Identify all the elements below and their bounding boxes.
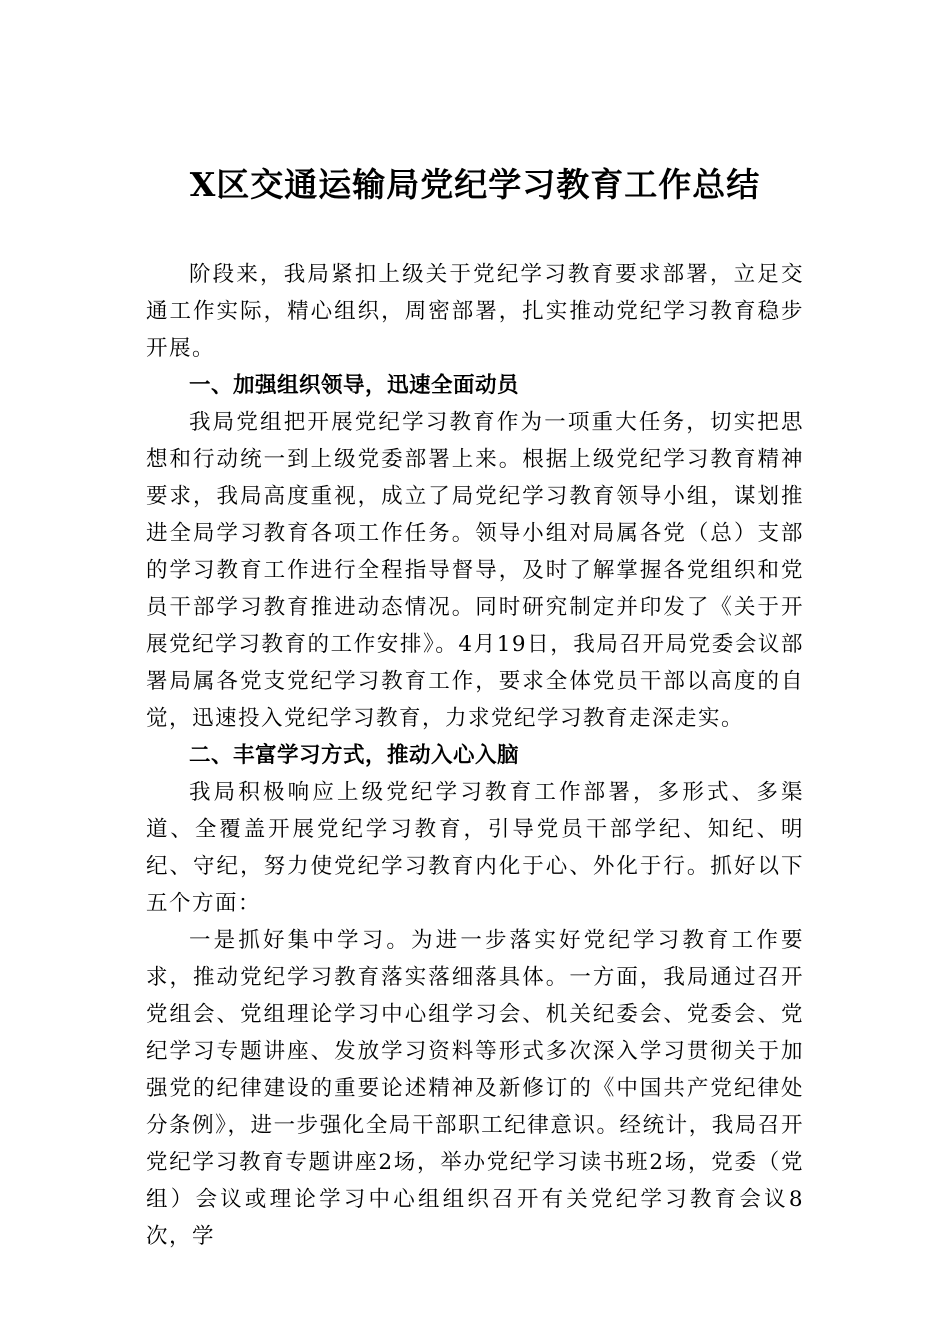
- section-1-paragraph: 我局党组把开展党纪学习教育作为一项重大任务，切实把思想和行动统一到上级党委部署上来。根据上级党纪学习教育精神要求，我局高度重视，成立了局党纪学习教育领导小组，谋划推进全局学习教育各项工作任务。领导小组对局属各党（总）支部的学习教育工作进行全程指导督导，及时了解掌握各党组织和党员干部学习教育推进动态情况。同时研究制定并印发了《关于开展党纪学习教育的工作安排》。4月19日，我局召开局党委会议部署局属各党支党纪学习教育工作，要求全体党员干部以高度的自觉，迅速投入党纪学习教育，力求党纪学习教育走深走实。: [146, 410, 804, 731]
- intro-paragraph: 阶段来，我局紧扣上级关于党纪学习教育要求部署，立足交通工作实际，精心组织，周密部署，扎实推动党纪学习教育稳步开展。: [146, 262, 804, 361]
- section-2-heading: 二、丰富学习方式，推动入心入脑: [189, 743, 520, 768]
- section-2-paragraph-2: 一是抓好集中学习。为进一步落实好党纪学习教育工作要求，推动党纪学习教育落实落细落具体。一方面，我局通过召开党组会、党组理论学习中心组学习会、机关纪委会、党委会、党纪学习专题讲座、发放学习资料等形式多次深入学习贯彻关于加强党的纪律建设的重要论述精神及新修订的《中国共产党纪律处分条例》，进一步强化全局干部职工纪律意识。经统计，我局召开党纪学习教育专题讲座2场，举办党纪学习读书班2场，党委（党组）会议或理论学习中心组组织召开有关党纪学习教育会议8次，学: [146, 928, 804, 1249]
- section-2-paragraph-1: 我局积极响应上级党纪学习教育工作部署，多形式、多渠道、全覆盖开展党纪学习教育，引导党员干部学纪、知纪、明纪、守纪，努力使党纪学习教育内化于心、外化于行。抓好以下五个方面：: [146, 780, 804, 916]
- document-body: [146, 256, 804, 1255]
- section-1-heading: 一、加强组织领导，迅速全面动员: [189, 373, 520, 398]
- document-title: X区交通运输局党纪学习教育工作总结: [189, 165, 761, 204]
